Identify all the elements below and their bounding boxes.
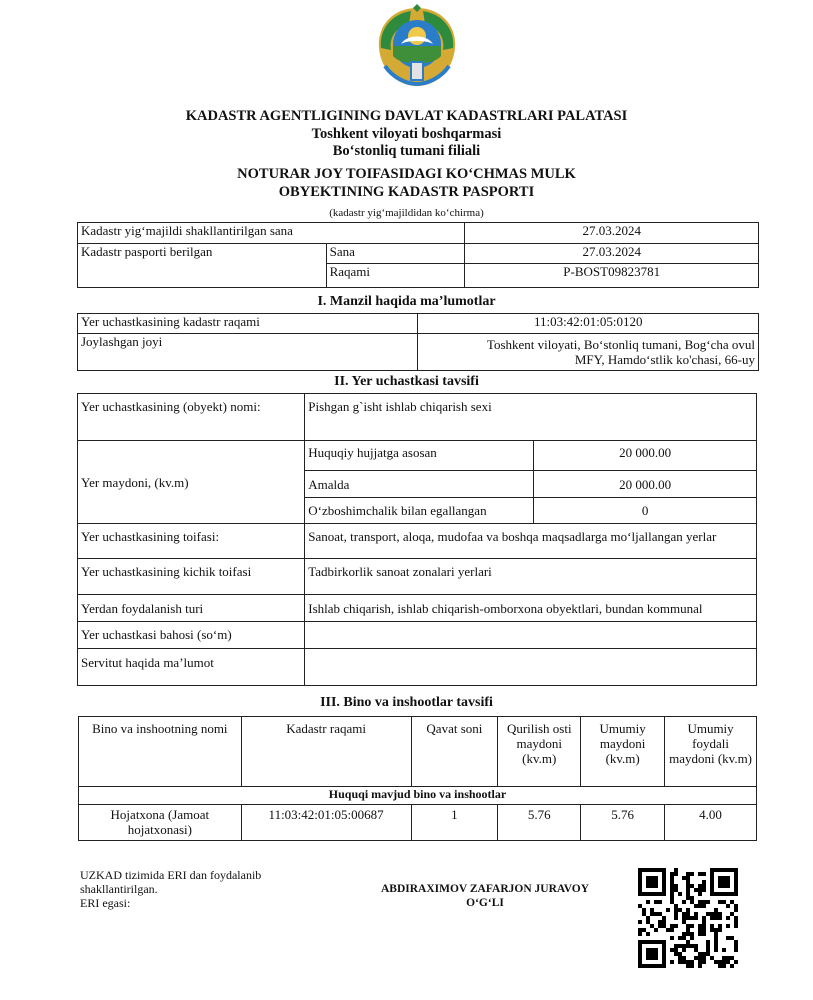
area-label: Yer maydoni, (kv.m) [78,441,305,524]
meta-table [77,222,759,288]
building-cadastral-number: 11:03:42:01:05:00687 [241,805,411,841]
number-value: P-BOST09823781 [465,264,759,288]
state-emblem [371,4,463,90]
arbitrary-area-label: O‘zboshimchalik bilan egallangan [305,498,534,524]
section-2-title: II. Yer uchastkasi tavsifi [334,374,479,389]
building-total-area: 5.76 [581,805,665,841]
eri-owner [360,882,610,910]
col-useful-area: Umumiy foydali maydoni (kv.m) [665,717,757,787]
number-label: Raqami [326,264,465,288]
location-line-2: MFY, Hamdo‘stlik ko'chasi, 66-uy [574,352,755,367]
formed-value: 27.03.2024 [465,223,759,244]
formed-label: Kadastr yig‘majildi shakllantirilgan sana [78,223,465,244]
building-footprint-area: 5.76 [498,805,581,841]
servitude-label: Servitut haqida ma’lumot [78,649,305,686]
legal-area-label: Huquqiy hujjatga asosan [305,441,534,471]
category-label: Yer uchastkasining toifasi: [78,524,305,559]
date-label: Sana [326,244,465,264]
issued-label: Kadastr pasporti berilgan [78,244,327,288]
owner-name-line-2: O‘G‘LI [466,897,504,909]
eri-note [80,868,261,910]
subcategory-value: Tadbirkorlik sanoat zonalari yerlari [305,559,757,595]
date-value: 27.03.2024 [465,244,759,264]
document-title-2: OBYEKTINING KADASTR PASPORTI [278,184,535,200]
object-name-value: Pishgan g`isht ishlab chiqarish sexi [305,394,757,441]
section-1-title: I. Manzil haqida ma’lumotlar [317,294,496,309]
document-subtitle: (kadastr yig‘majildidan ko‘chirma) [329,207,484,219]
building-useful-area: 4.00 [665,805,757,841]
document-title-1: NOTURAR JOY TOIFASIDAGI KO‘CHMAS MULK [237,166,576,182]
building-name: Hojatxona (Jamoat hojatxonasi) [79,805,242,841]
org-title: KADASTR AGENTLIGINING DAVLAT KADASTRLARI PALATASI [185,108,628,124]
building-floors: 1 [411,805,498,841]
region-title: Toshkent viloyati boshqarmasi [311,126,502,142]
branch-title: Bo‘stonliq tumani filiali [332,143,481,159]
arbitrary-area-value: 0 [534,498,757,524]
category-value: Sanoat, transport, aloqa, mudofaa va boshqa maqsadlarga mo‘ljallangan yerlar [305,524,757,559]
table-row [79,805,757,841]
col-footprint-area: Qurilish osti maydoni (kv.m) [498,717,581,787]
buildings-table [78,716,757,841]
location-value [418,334,759,371]
price-value [305,622,757,649]
subcategory-label: Yer uchastkasining kichik toifasi [78,559,305,595]
col-floors: Qavat soni [411,717,498,787]
cadastral-number-value: 11:03:42:01:05:0120 [418,314,759,334]
object-name-label: Yer uchastkasining (obyekt) nomi: [78,394,305,441]
qr-code-icon [638,866,738,970]
price-label: Yer uchastkasi bahosi (so‘m) [78,622,305,649]
eri-owner-label: ERI egasi: [80,896,131,910]
location-label: Joylashgan joyi [78,334,418,371]
address-table [77,313,759,371]
legal-area-value: 20 000.00 [534,441,757,471]
section-3-title: III. Bino va inshootlar tavsifi [320,695,493,710]
eri-line-1: UZKAD tizimida ERI dan foydalanib [80,868,262,882]
usage-label: Yerdan foydalanish turi [78,595,305,622]
usage-value [305,595,757,622]
usage-value-text: Ishlab chiqarish, ishlab chiqarish-omborxona obyektlari, bundan kommunal [308,601,703,616]
land-table [77,393,757,686]
actual-area-label: Amalda [305,471,534,498]
col-name: Bino va inshootning nomi [79,717,242,787]
eri-line-2: shakllantirilgan. [80,882,158,896]
col-total-area: Umumiy maydoni (kv.m) [581,717,665,787]
col-cadastral-number: Kadastr raqami [241,717,411,787]
actual-area-value: 20 000.00 [534,471,757,498]
location-line-1: Toshkent viloyati, Bo‘stonliq tumani, Bog‘cha ovul [486,337,755,352]
servitude-value [305,649,757,686]
owner-name-line-1: ABDIRAXIMOV ZAFARJON JURAVOY [380,883,590,895]
cadastral-number-label: Yer uchastkasining kadastr raqami [78,314,418,334]
group-title: Huquqi mavjud bino va inshootlar [79,787,757,805]
